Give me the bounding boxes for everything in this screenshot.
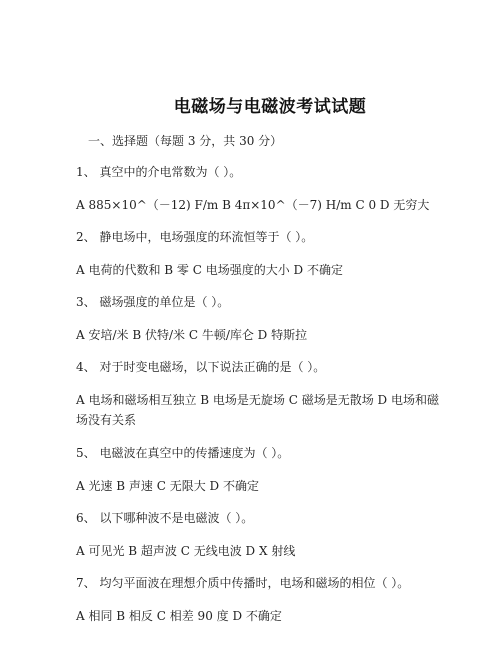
question-4: 4、 对于时变电磁场，以下说法正确的是（ ）。 <box>76 360 326 374</box>
question-7-options: A 相同 B 相反 C 相差 90 度 D 不确定 <box>76 609 282 623</box>
question-1-options: A 885×10^（－12) F/m B 4π×10^（－7) H/m C 0 D 无穷大 <box>76 198 430 212</box>
question-7: 7、 均匀平面波在理想介质中传播时，电场和磁场的相位（ ）。 <box>76 576 410 590</box>
question-3-options: A 安培/米 B 伏特/米 C 牛顿/库仑 D 特斯拉 <box>76 328 308 342</box>
question-6: 6、 以下哪种波不是电磁波（ ）。 <box>76 511 254 525</box>
question-2: 2、 静电场中，电场强度的环流恒等于（ ）。 <box>76 230 314 244</box>
question-5-options: A 光速 B 声速 C 无限大 D 不确定 <box>76 479 259 493</box>
section-heading: 一、选择题（每题 3 分，共 30 分） <box>88 134 283 148</box>
question-2-options: A 电荷的代数和 B 零 C 电场强度的大小 D 不确定 <box>76 263 343 277</box>
question-4-options: A 电场和磁场相互独立 B 电场是无旋场 C 磁场是无散场 D 电场和磁场没有关系 <box>76 393 439 427</box>
question-1: 1、 真空中的介电常数为（ ）。 <box>76 165 242 179</box>
question-3: 3、 磁场强度的单位是（ ）。 <box>76 295 230 309</box>
question-6-options: A 可见光 B 超声波 C 无线电波 D X 射线 <box>76 544 296 558</box>
document-title: 电磁场与电磁波考试试题 <box>173 97 367 117</box>
question-5: 5、 电磁波在真空中的传播速度为（ ）。 <box>76 446 290 460</box>
